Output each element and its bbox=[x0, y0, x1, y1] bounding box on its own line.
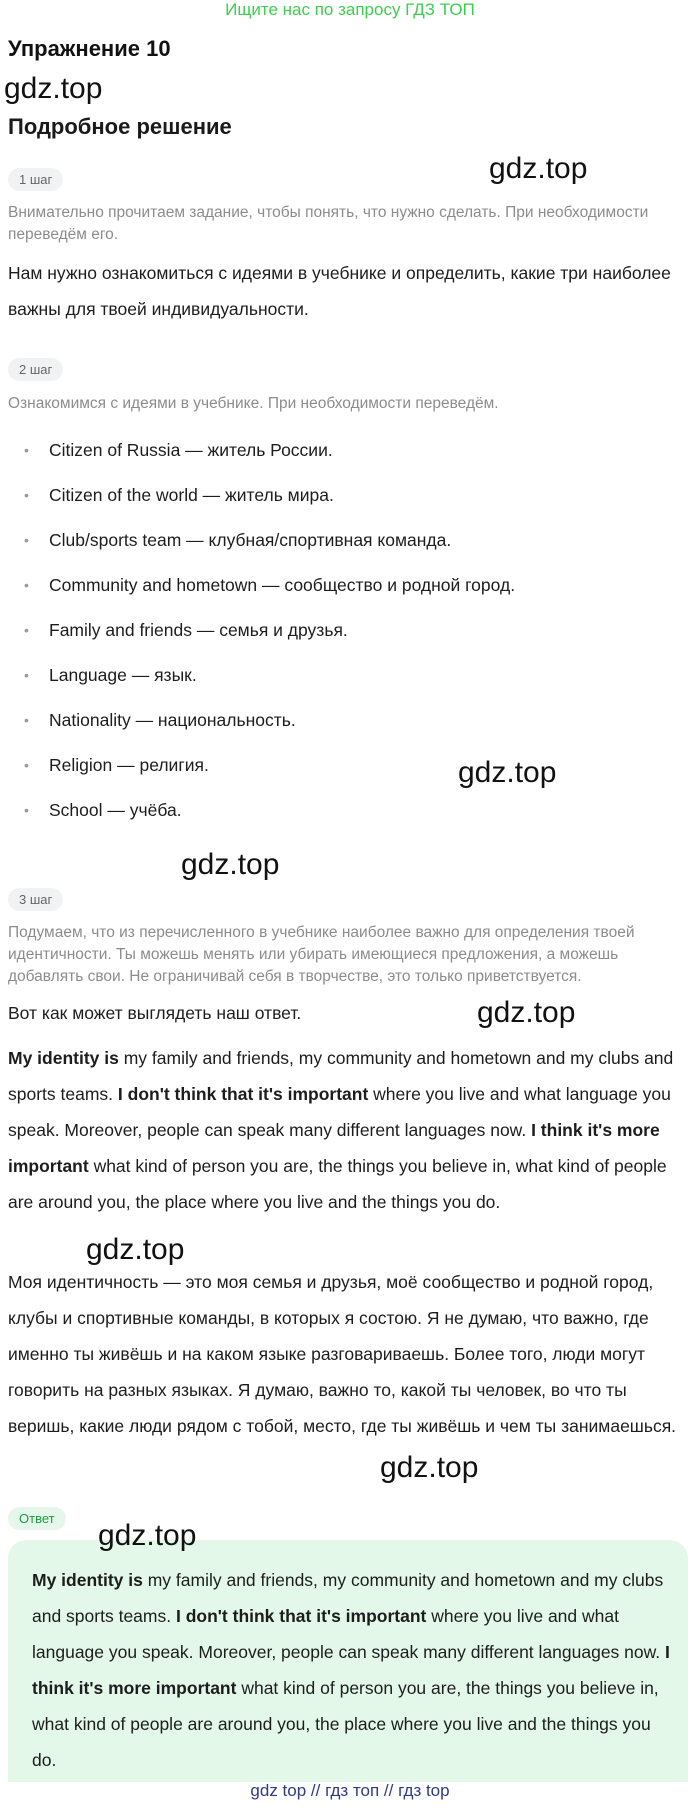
list-item: • Club/sports team — клубная/спортивная команда. bbox=[20, 522, 515, 567]
list-item: • Language — язык. bbox=[20, 657, 515, 702]
list-item: • Community and hometown — сообщество и родной город. bbox=[20, 567, 515, 612]
step-3-hint: Подумаем, что из перечисленного в учебнике наиболее важно для определения твоей идентичности. Ты можешь менять или убирать имеющиеся предложения, а можешь добавлять свои. Не ограничивай себя в творчестве, это только приветствуется. bbox=[8, 924, 635, 985]
list-item: • Citizen of the world — житель мира. bbox=[20, 477, 515, 522]
watermark: gdz.top bbox=[181, 848, 280, 881]
exercise-title: Упражнение 10 bbox=[8, 36, 171, 61]
solution-title: Подробное решение bbox=[8, 114, 232, 139]
english-answer: My identity is my family and friends, my community and hometown and my clubs and sports teams. I don't think that it's important where you live and what language you speak. Moreover, people can speak many different languages now. I think it's more important what kind of person you are, the things you believe in, what kind of people are around you, the place where you live and the things you do. bbox=[8, 1048, 674, 1212]
watermark: gdz.top bbox=[98, 1519, 197, 1552]
top-banner[interactable]: Ищите нас по запросу ГДЗ ТОП bbox=[225, 0, 475, 19]
answer-intro: Вот как может выглядеть наш ответ. bbox=[8, 1003, 302, 1023]
watermark: gdz.top bbox=[86, 1233, 185, 1266]
list-item: • Religion — религия. bbox=[20, 747, 515, 792]
watermark: gdz.top bbox=[489, 152, 588, 185]
step-2-hint: Ознакомимся с идеями в учебнике. При необходимости переведём. bbox=[8, 395, 499, 412]
watermark: gdz.top bbox=[4, 72, 103, 105]
list-item: • School — учёба. bbox=[20, 792, 515, 837]
ideas-list bbox=[20, 432, 515, 837]
step-3-badge: 3 шаг bbox=[8, 888, 63, 911]
step-2-badge: 2 шаг bbox=[8, 358, 63, 381]
answer-badge: Ответ bbox=[8, 1507, 66, 1530]
watermark: gdz.top bbox=[458, 756, 557, 789]
russian-translation: Моя идентичность — это моя семья и друзья, моё сообщество и родной город, клубы и спортивные команды, в которых я состою. Я не думаю, что важно, где именно ты живёшь и на каком языке разговариваешь. Более того, люди могут говорить на разных языках. Я думаю, важно то, какой ты человек, во что ты веришь, какие люди рядом с тобой, место, где ты живёшь и чем ты занимаешься. bbox=[8, 1272, 677, 1436]
list-item: • Family and friends — семья и друзья. bbox=[20, 612, 515, 657]
answer-text: My identity is my family and friends, my community and hometown and my clubs and sports teams. I don't think that it's important where you live and what language you speak. Moreover, people can speak many different languages now. I think it's more important what kind of person you are, the things you believe in, what kind of people are around you, the place where you live and the things you do. bbox=[32, 1570, 670, 1770]
step-1-text: Нам нужно ознакомиться с идеями в учебнике и определить, какие три наиболее важны для твоей индивидуальности. bbox=[8, 263, 671, 319]
watermark: gdz.top bbox=[477, 996, 576, 1029]
step-1-badge: 1 шаг bbox=[8, 168, 63, 191]
list-item: • Citizen of Russia — житель России. bbox=[20, 432, 515, 477]
list-item: • Nationality — национальность. bbox=[20, 702, 515, 747]
step-1-hint: Внимательно прочитаем задание, чтобы понять, что нужно сделать. При необходимости переведём его. bbox=[8, 204, 649, 243]
watermark: gdz.top bbox=[380, 1451, 479, 1484]
footer-links[interactable]: gdz top // гдз топ // гдз top bbox=[250, 1781, 450, 1800]
